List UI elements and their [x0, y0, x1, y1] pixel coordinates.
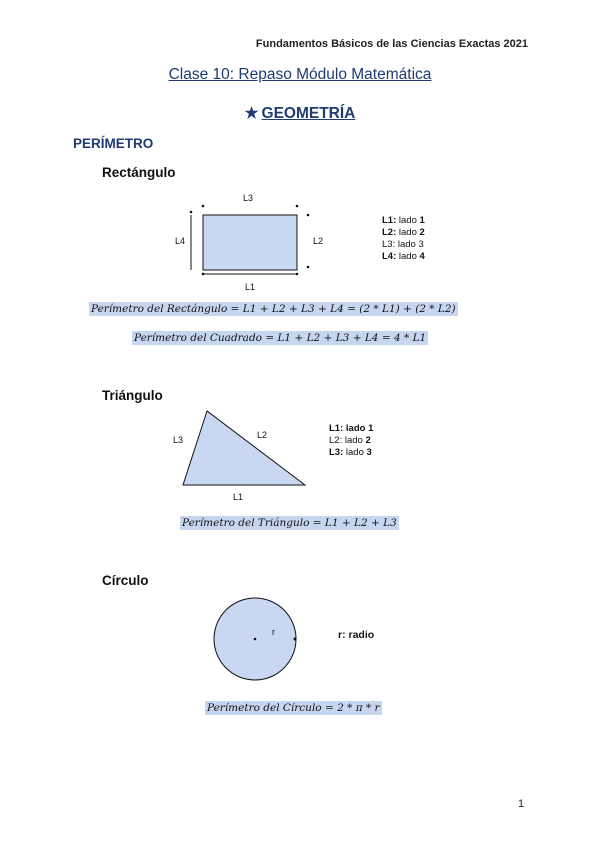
rectangle-legend — [382, 215, 425, 263]
triangle-label-l1: L1 — [233, 492, 244, 502]
rectangle-label-l4: L4 — [175, 236, 186, 246]
section-heading — [0, 104, 600, 123]
star-icon: ★ — [244, 105, 259, 122]
triangle-shape — [183, 411, 305, 485]
page-title: Clase 10: Repaso Módulo Matemática — [168, 66, 432, 83]
legend-item: L3: lado 3 — [329, 447, 372, 458]
triangle-legend — [329, 423, 373, 459]
rectangle-dot — [190, 211, 193, 214]
legend-item: L2: lado 2 — [329, 435, 371, 446]
rectangle-label-l3: L3 — [243, 193, 254, 203]
subsection-heading: PERÍMETRO — [73, 136, 154, 151]
rectangle-label-l1: L1 — [245, 282, 256, 292]
rectangle-label-l2: L2 — [313, 236, 324, 246]
circle-formula: Perímetro del Círculo = 2 * π * r — [207, 702, 380, 714]
circle-edge-dot — [294, 638, 297, 641]
legend-item: L2: lado 2 — [382, 227, 425, 238]
legend-item: L4: lado 4 — [382, 251, 425, 262]
rectangle-title: Rectángulo — [102, 165, 176, 180]
triangle-label-l2: L2 — [257, 430, 268, 440]
rectangle-dot — [307, 266, 310, 269]
square-formula: Perímetro del Cuadrado = L1 + L2 + L3 + L4 = 4 * L1 — [134, 332, 427, 344]
circle-title: Círculo — [102, 573, 149, 588]
triangle-diagram — [165, 405, 315, 505]
triangle-label-l3: L3 — [173, 435, 184, 445]
rectangle-dot — [296, 273, 299, 276]
rectangle-formula: Perímetro del Rectángulo = L1 + L2 + L3 + L4 = (2 * L1) + (2 * L2) — [91, 303, 456, 315]
rectangle-dot — [202, 273, 205, 276]
circle-diagram — [205, 592, 305, 687]
rectangle-dot — [202, 205, 205, 208]
triangle-title: Triángulo — [102, 388, 163, 403]
page-header: Fundamentos Básicos de las Ciencias Exactas 2021 — [255, 38, 528, 50]
triangle-formula: Perímetro del Triángulo = L1 + L2 + L3 — [182, 517, 397, 529]
rectangle-dot — [296, 205, 299, 208]
legend-item: L1: lado 1 — [382, 215, 425, 226]
rectangle-diagram — [165, 185, 335, 295]
circle-center-dot — [254, 638, 257, 641]
circle-legend: r: radio — [338, 629, 375, 641]
circle-radius-label: r — [272, 627, 275, 637]
legend-item: L1: lado 1 — [329, 423, 374, 434]
page-number: 1 — [518, 798, 525, 810]
section-heading-text: GEOMETRÍA — [261, 105, 356, 122]
rectangle-shape — [203, 215, 297, 270]
legend-item: L3: lado 3 — [382, 239, 424, 250]
rectangle-dot — [307, 214, 310, 217]
